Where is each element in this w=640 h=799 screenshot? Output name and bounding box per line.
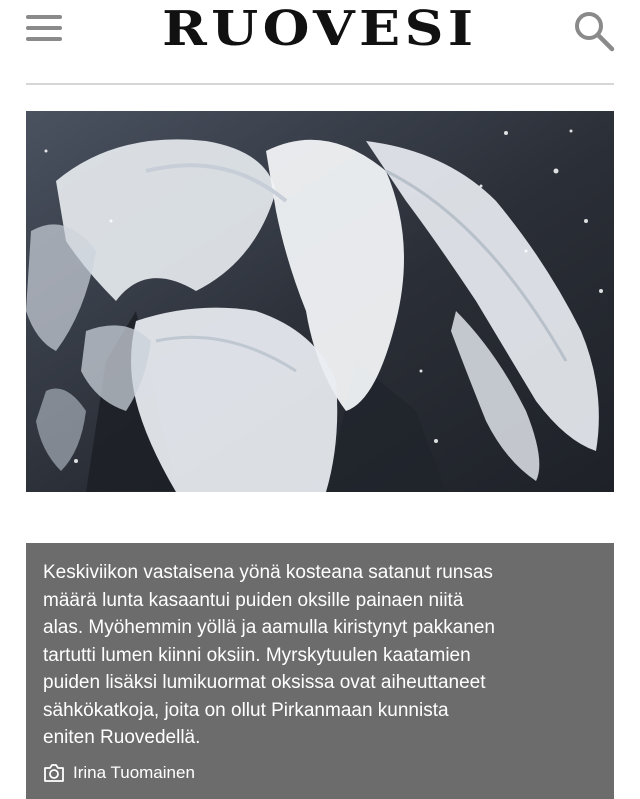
site-header [0,0,640,84]
snowy-branches-photo [26,111,614,492]
article-photo [26,111,614,492]
photo-credit-name: Irina Tuomainen [73,762,195,782]
search-icon[interactable] [572,9,616,53]
logo-text: RUOVESI [162,1,478,57]
camera-icon [43,763,65,783]
site-logo[interactable] [0,0,640,58]
header-divider [26,83,614,85]
photo-caption-box [26,543,614,799]
photo-caption-text: Keskiviikon vastaisena yönä kosteana satanut runsas määrä lunta kasaantui puiden oksille painaen niitä alas. Myöhemmin yöllä ja aamulla kiristynyt pakkanen tartutti lumen kiinni oksiin. Myrskytuulen kaatamien puiden lisäksi lumikuormat oksissa ovat aiheuttaneet sähkökatkoja, joita on ollut Pirkanmaan kunnista eniten Ruovedellä. [43,562,495,748]
photo-credit [43,760,598,786]
